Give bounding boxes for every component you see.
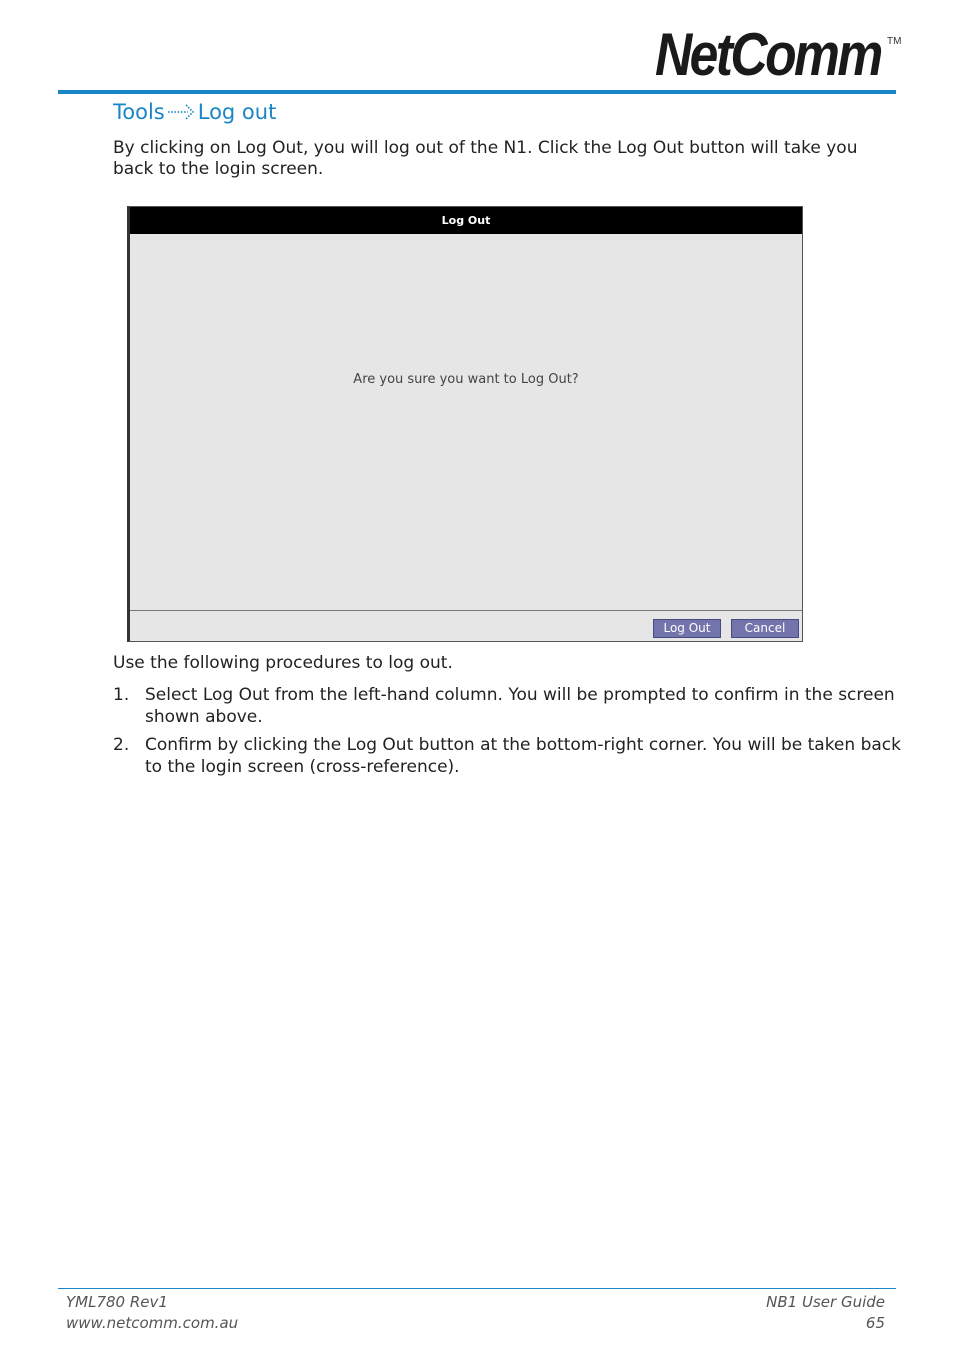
screenshot-content [130,234,802,610]
procedure-steps [113,684,903,784]
page-number: 65 [865,1314,885,1332]
cancel-button[interactable]: Cancel [731,619,799,638]
netcomm-logo [655,21,905,88]
logo-trademark: TM [887,36,902,47]
logout-confirm-question: Are you sure you want to Log Out? [353,372,579,387]
footer-divider [58,1288,896,1289]
section-heading [113,97,276,127]
heading-parent: Tools [113,100,165,124]
guide-name: NB1 User Guide [766,1293,885,1311]
procedure-step [113,734,903,778]
step-text: Confirm by clicking the Log Out button at the bottom-right corner. You will be taken back to the login screen (cross-reference). [145,735,901,777]
logo-wordmark: NetComm [655,21,881,88]
header-divider [58,90,896,94]
procedure-intro: Use the following procedures to log out. [113,653,453,673]
step-text: Select Log Out from the left-hand column. You will be prompted to confirm in the screen shown above. [145,685,895,727]
doc-code: YML780 Rev1 [66,1293,168,1311]
step-number: 2. [113,735,130,755]
footer-right [766,1292,885,1334]
heading-child: Log out [197,100,277,124]
screenshot-footer [130,610,802,641]
website-link[interactable]: www.netcomm.com.au [66,1314,239,1332]
intro-paragraph: By clicking on Log Out, you will log out of the N1. Click the Log Out button will take you back to the login screen. [113,138,858,179]
logout-button[interactable]: Log Out [653,619,721,638]
screenshot-title-bar: Log Out [130,207,802,234]
logout-screenshot [127,206,803,642]
procedure-step [113,684,903,728]
step-number: 1. [113,685,130,705]
dotted-arrow-icon [167,103,197,121]
footer-left [66,1292,238,1334]
